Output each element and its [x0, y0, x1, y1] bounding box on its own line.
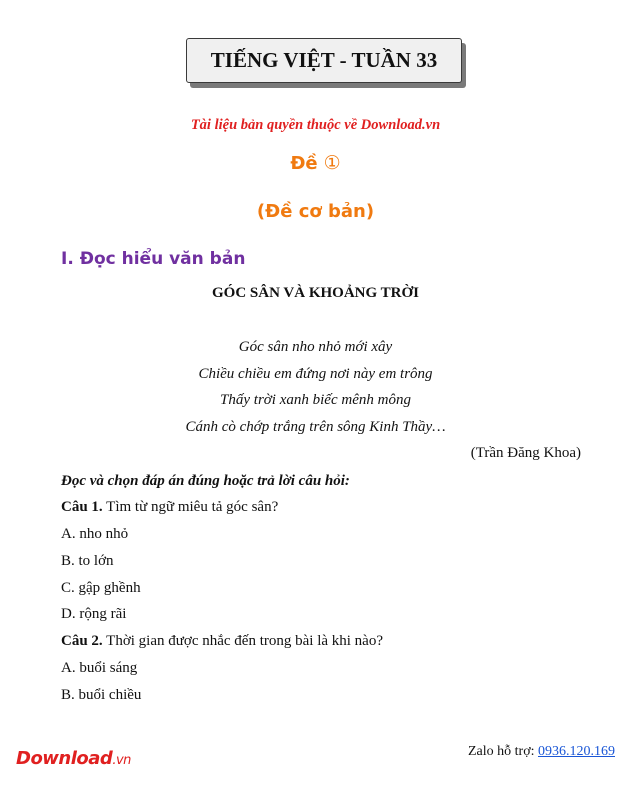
- question-text: Thời gian được nhắc đến trong bài là khi nào?: [106, 633, 383, 649]
- exam-number: [0, 152, 631, 174]
- zalo-support: [468, 744, 615, 760]
- logo-main-text: Download: [16, 748, 113, 769]
- poem-line: Thấy trời xanh biếc mênh mông: [220, 392, 411, 408]
- question-1: [61, 499, 278, 516]
- answer-option: B. buổi chiều: [61, 687, 142, 703]
- answer-option: A. buổi sáng: [61, 660, 138, 676]
- question-label: Câu 2.: [61, 633, 103, 649]
- instruction: Đọc và chọn đáp án đúng hoặc trả lời câu hỏi:: [61, 473, 350, 489]
- answer-option: B. to lớn: [61, 553, 114, 569]
- poem-title: GÓC SÂN VÀ KHOẢNG TRỜI: [212, 285, 419, 301]
- exam-subtitle: (Đề cơ bản): [256, 201, 375, 222]
- download-logo[interactable]: [16, 748, 131, 769]
- poem-line: Góc sân nho nhỏ mới xây: [238, 339, 393, 355]
- exam-label: Đề: [290, 153, 318, 174]
- answer-option: C. gập ghềnh: [61, 580, 141, 596]
- poem-line: Chiều chiều em đứng nơi này em trông: [198, 365, 433, 382]
- zalo-label: Zalo hỗ trợ:: [468, 744, 535, 759]
- zalo-phone-link[interactable]: 0936.120.169: [538, 744, 615, 759]
- answer-option: A. nho nhỏ: [61, 526, 129, 542]
- copyright-notice: Tài liệu bản quyền thuộc về Download.vn: [190, 117, 441, 133]
- question-label: Câu 1.: [61, 499, 103, 515]
- question-2: [61, 633, 383, 650]
- page-title: TIẾNG VIỆT - TUẦN 33: [186, 38, 462, 83]
- poem-author: (Trần Đăng Khoa): [470, 445, 581, 461]
- poem-body: [0, 338, 631, 444]
- title-banner: [186, 38, 466, 88]
- answer-option: D. rộng rãi: [61, 606, 127, 622]
- exam-number-circle: ①: [323, 152, 341, 174]
- poem-line: Cánh cò chớp trắng trên sông Kinh Thầy…: [185, 418, 446, 435]
- logo-suffix-text: .vn: [112, 753, 131, 768]
- question-text: Tìm từ ngữ miêu tả góc sân?: [106, 499, 279, 515]
- section-title: I. Đọc hiểu văn bản: [61, 249, 246, 269]
